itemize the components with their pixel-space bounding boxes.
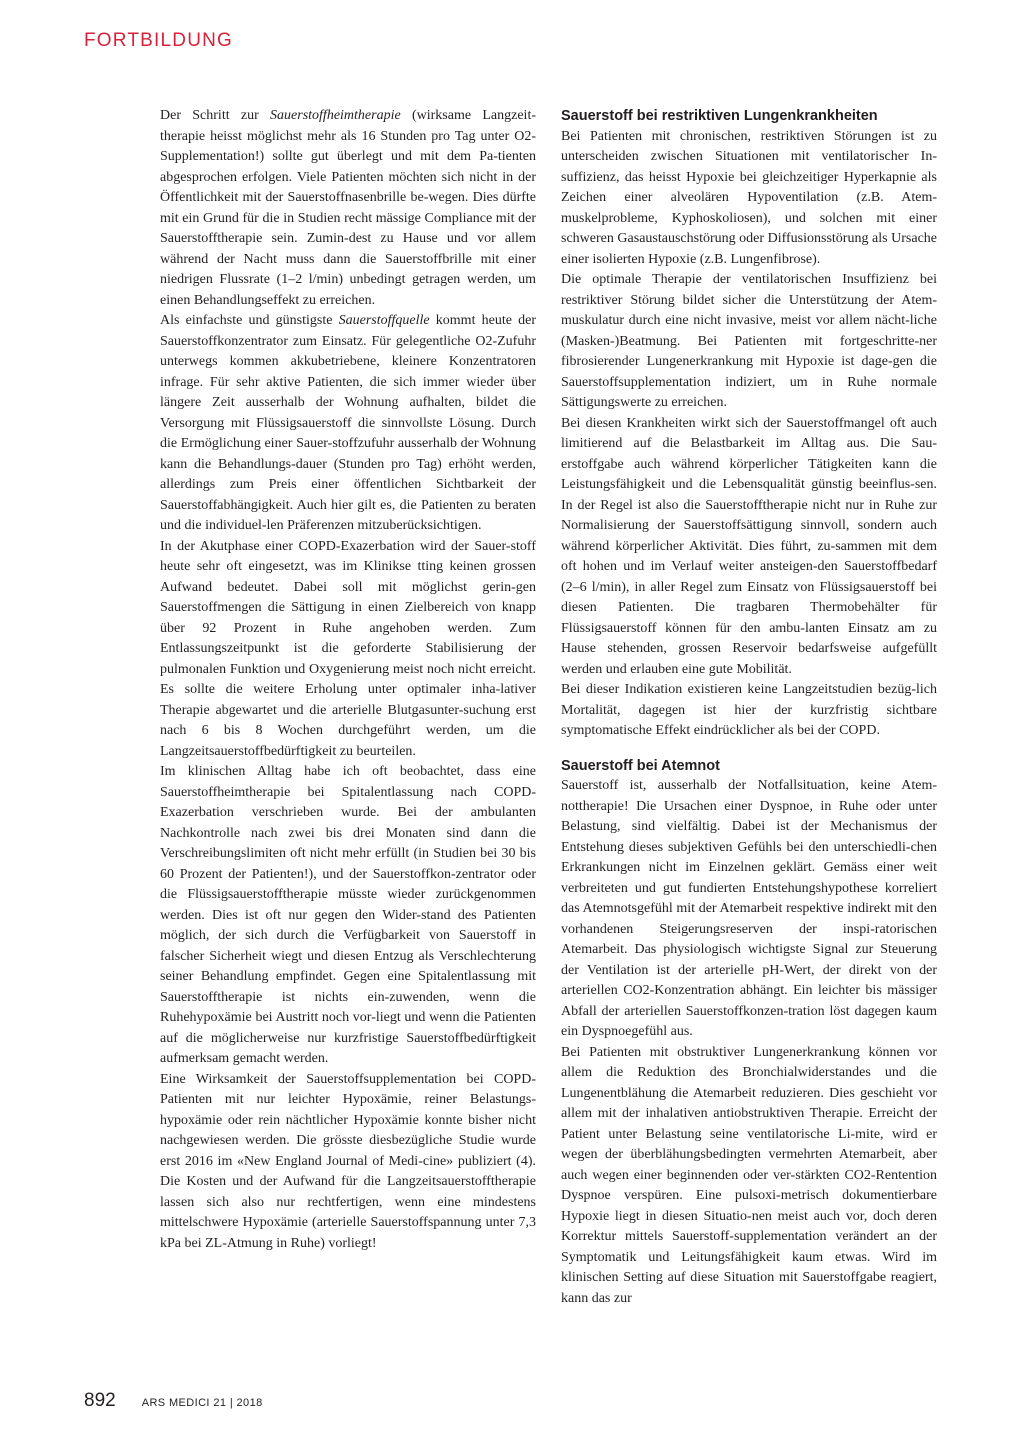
paragraph: Bei Patienten mit chronischen, restriktiven Störungen ist zu unterscheiden zwischen Situationen mit ventilatorischer In-suffizienz, das heisst Hypoxie bei gleichzeitiger Hyperkapnie als Zeichen einer alveolären Hypoventilation (z.B. Atem-muskelprobleme, Kyphoskoliosen), und solchen mit einer schweren Gasaustauschstörung oder Diffusionsstörung als Ursache einer isolierten Hypoxie (z.B. Lungenfibrose). <box>561 128 937 267</box>
article-column-left <box>160 106 536 1254</box>
paragraph-text: kommt heute der Sauerstoffkonzentrator zum Einsatz. Für gelegentliche O2-Zufuhr unterwegs kommen akkubetriebene, kleinere Konzentratoren infrage. Für sehr aktive Patienten, die sich immer wieder über längere Zeit ausserhalb der Wohnung aufhalten, bildet die Versorgung mit Flüssigsauerstoff die sinnvollste Lösung. Durch die Ermöglichung einer Sauer-stoffzufuhr ausserhalb der Wohnung kann die Behandlungs-dauer (Stunden pro Tag) erhöht werden, allerdings zum Preis einer öffentlichen Sichtbarkeit der Sauerstoffabhängigkeit. Auch hier gilt es, die Patienten zu beraten und die individuel-len Präferenzen mitzuberücksichtigen. <box>160 313 536 533</box>
paragraph: Bei diesen Krankheiten wirkt sich der Sauerstoffmangel oft auch limitierend auf die Belastbarkeit im Alltag aus. Die Sau-erstoffgabe auch während körperlicher Tätigkeiten kann die Leistungsfähigkeit und die Lebensqualität günstig beeinflus-sen. In der Regel ist also die Sauerstofftherapie nicht nur in Ruhe zur Normalisierung der Sauerstoffsättigung sinnvoll, sondern auch während körperlicher Aktivität. Dies führt, zu-sammen mit dem oft hohen und im Verlauf weiter ansteigen-den Sauerstoffbedarf (2–6 l/min), in aller Regel zum Einsatz von Flüssigsauerstoff bei diesen Patienten. Die tragbaren Thermobehälter für Flüssigsauerstoff können für den ambu-lanten Einsatz am zu Hause stehenden, grossen Reservoir bedarfsweise aufgefüllt werden und erlauben eine gute Mobilität. <box>561 415 937 677</box>
paragraph: In der Akutphase einer COPD-Exazerbation wird der Sauer-stoff heute sehr oft eingesetzt, was im Klinikse tting keinen grossen Aufwand bedeutet. Dabei soll mit möglichst gerin-gen Sauerstoffmengen die Sättigung in einen Zielbereich von knapp über 92 Prozent in Ruhe angehoben werden. Zum Entlassungszeitpunkt ist die geforderte Stabilisierung der pulmonalen Funktion und Oxygenierung meist noch nicht erreicht. Es sollte die weitere Erholung unter optimaler inha-lativer Therapie abgewartet und die arterielle Blutgasunter-suchung erst nach 6 bis 8 Wochen durchgeführt werden, um die Langzeitsauerstoffbedürftigkeit zu beurteilen. <box>160 538 536 759</box>
paragraph-text: Als einfachste und günstigste <box>160 313 339 328</box>
section-label: FORTBILDUNG <box>84 30 234 51</box>
page-footer <box>84 1390 263 1412</box>
paragraph: Bei dieser Indikation existieren keine Langzeitstudien bezüg-lich Mortalität, dagegen ist hier der kurzfristig sichtbare symptomatische Effekt eindrücklicher als bei der COPD. <box>561 682 937 738</box>
journal-citation: ARS MEDICI 21 | 2018 <box>141 1397 263 1409</box>
page-number: 892 <box>84 1390 116 1411</box>
paragraph: Eine Wirksamkeit der Sauerstoffsupplementation bei COPD-Patienten mit nur leichter Hypoxämie, reiner Belastungs-hypoxämie oder rein nächtlicher Hypoxämie konnte bisher nicht nachgewiesen werden. Die grösste diesbezügliche Studie wurde erst 2016 im «New England Journal of Medi-cine» publiziert (4). Die Kosten und der Aufwand für die Langzeitsauerstofftherapie lassen sich also nur rechtfertigen, wenn eine mindestens mittelschwere Hypoxämie (arterielle Sauerstoffspannung unter 7,3 kPa bei ZL-Atmung in Ruhe) vorliegt! <box>160 1071 536 1251</box>
paragraph <box>160 106 536 311</box>
paragraph: Im klinischen Alltag habe ich oft beobachtet, dass eine Sauerstoffheimtherapie bei Spitalentlassung nach COPD-Exazerbation verschrieben wurde. Bei der ambulanten Nachkontrolle nach zwei bis drei Monaten sind dann die Verschreibungslimiten oft nicht mehr erfüllt (in Studien bei 30 bis 60 Prozent der Patienten!), und der Sauerstoffkon-zentrator oder die Flüssigsauerstofftherapie müsste wieder zurückgenommen werden. Dies ist oft nur gegen den Wider-stand des Patienten möglich, der sich durch die Verfügbarkeit von Sauerstoff in falscher Sicherheit wiegt und diesen Entzug als Verschlechterung seiner Behandlung empfindet. Gegen eine Spitalentlassung mit Sauerstofftherapie ist nichts ein-zuwenden, wenn die Ruhehypoxämie bei Austritt noch vor-liegt und wenn die Patienten auf die möglicherweise nur kurzfristige Sauerstoffbedürftigkeit aufmerksam gemacht werden. <box>160 764 536 1066</box>
paragraph: Sauerstoff ist, ausserhalb der Notfallsituation, keine Atem-nottherapie! Die Ursachen einer Dyspnoe, in Ruhe oder unter Belastung, sind vielfältig. Dabei ist der Mechanismus der Entstehung dieses subjektiven Gefühls bei den unterschiedli-chen Erkrankungen nicht im Einzelnen geklärt. Gemäss einer weit verbreiteten und gut fundierten Entstehungshypothese korreliert das Atemnotsgefühl mit der Atemarbeit respektive indirekt mit den vorhandenen Steigerungsreserven der inspi-ratorischen Atemarbeit. Das physiologisch wichtigste Signal zur Steuerung der Ventilation ist der arterielle pH-Wert, der direkt von der arteriellen CO2-Konzentration abhängt. Ein leichter bis mässiger Abfall der arteriellen Sauerstoffkonzen-tration löst dagegen kaum ein Dyspnoegefühl aus. <box>561 778 937 1039</box>
paragraph-emphasis: Sauerstoffquelle <box>338 313 430 328</box>
paragraph-text: Der Schritt zur <box>160 108 271 123</box>
paragraph: Die optimale Therapie der ventilatorischen Insuffizienz bei restriktiver Störung bildet sicher die Unterstützung der Atem-muskulatur durch eine nicht invasive, meist vor allem nächt-liche (Masken-)Beatmung. Bei Patienten mit fortgeschritte-ner fibrosierender Lungenerkrankung mit Hypoxie ist dage-gen die Sauerstoffsupplementation indiziert, um in Ruhe normale Sättigungswerte zu erreichen. <box>561 272 937 410</box>
paragraph-text: (wirksame Langzeit-therapie heisst möglichst mehr als 16 Stunden pro Tag unter O2-Supplementation!) sollte gut überlegt und mit dem Pa-tienten abgesprochen erfolgen. Viele Patienten möchten sich nicht in der Öffentlichkeit mit der Sauerstoffnasenbrille be-wegen. Dies dürfte mit ein Grund für die in Studien recht mässige Compliance mit der Sauerstofftherapie sein. Zumin-dest zu Hause und vor allem während der Nacht muss dann die Sauerstoffbrille mit einer niedrigen Flussrate (1–2 l/min) unbedingt getragen werden, um einen Behandlungseffekt zu erreichen. <box>160 108 536 308</box>
paragraph: Bei Patienten mit obstruktiver Lungenerkrankung können vor allem die Reduktion des Bronchialwiderstandes und die Lungenentblähung die Atemarbeit reduzieren. Dies geschieht vor allem mit der inhalativen antiobstruktiven Therapie. Erreicht der Patient unter Belastung seine ventilatorische Li-mite, wird er wegen der überblähungsbedingten vermehrten Atemarbeit, aber auch wegen einer beginnenden oder ver-stärkten CO2-Rentention Dyspnoe verspüren. Eine pulsoxi-metrisch dokumentierbare Hypoxie liegt in diesen Situatio-nen meist auch vor, doch deren Korrektur mittels Sauerstoff-supplementation verändert an der Symptomatik und Leitungsfähigkeit kaum etwas. Wird im klinischen Setting auf diese Situation mit Sauerstoffgabe reagiert, kann das zur <box>561 1044 937 1306</box>
section-heading: Sauerstoff bei Atemnot <box>561 757 720 774</box>
section-heading: Sauerstoff bei restriktiven Lungenkrankheiten <box>561 108 878 124</box>
paragraph-emphasis: Sauerstoffheimtherapie <box>270 108 401 123</box>
article-column-right <box>561 106 937 1309</box>
paragraph <box>160 311 536 537</box>
